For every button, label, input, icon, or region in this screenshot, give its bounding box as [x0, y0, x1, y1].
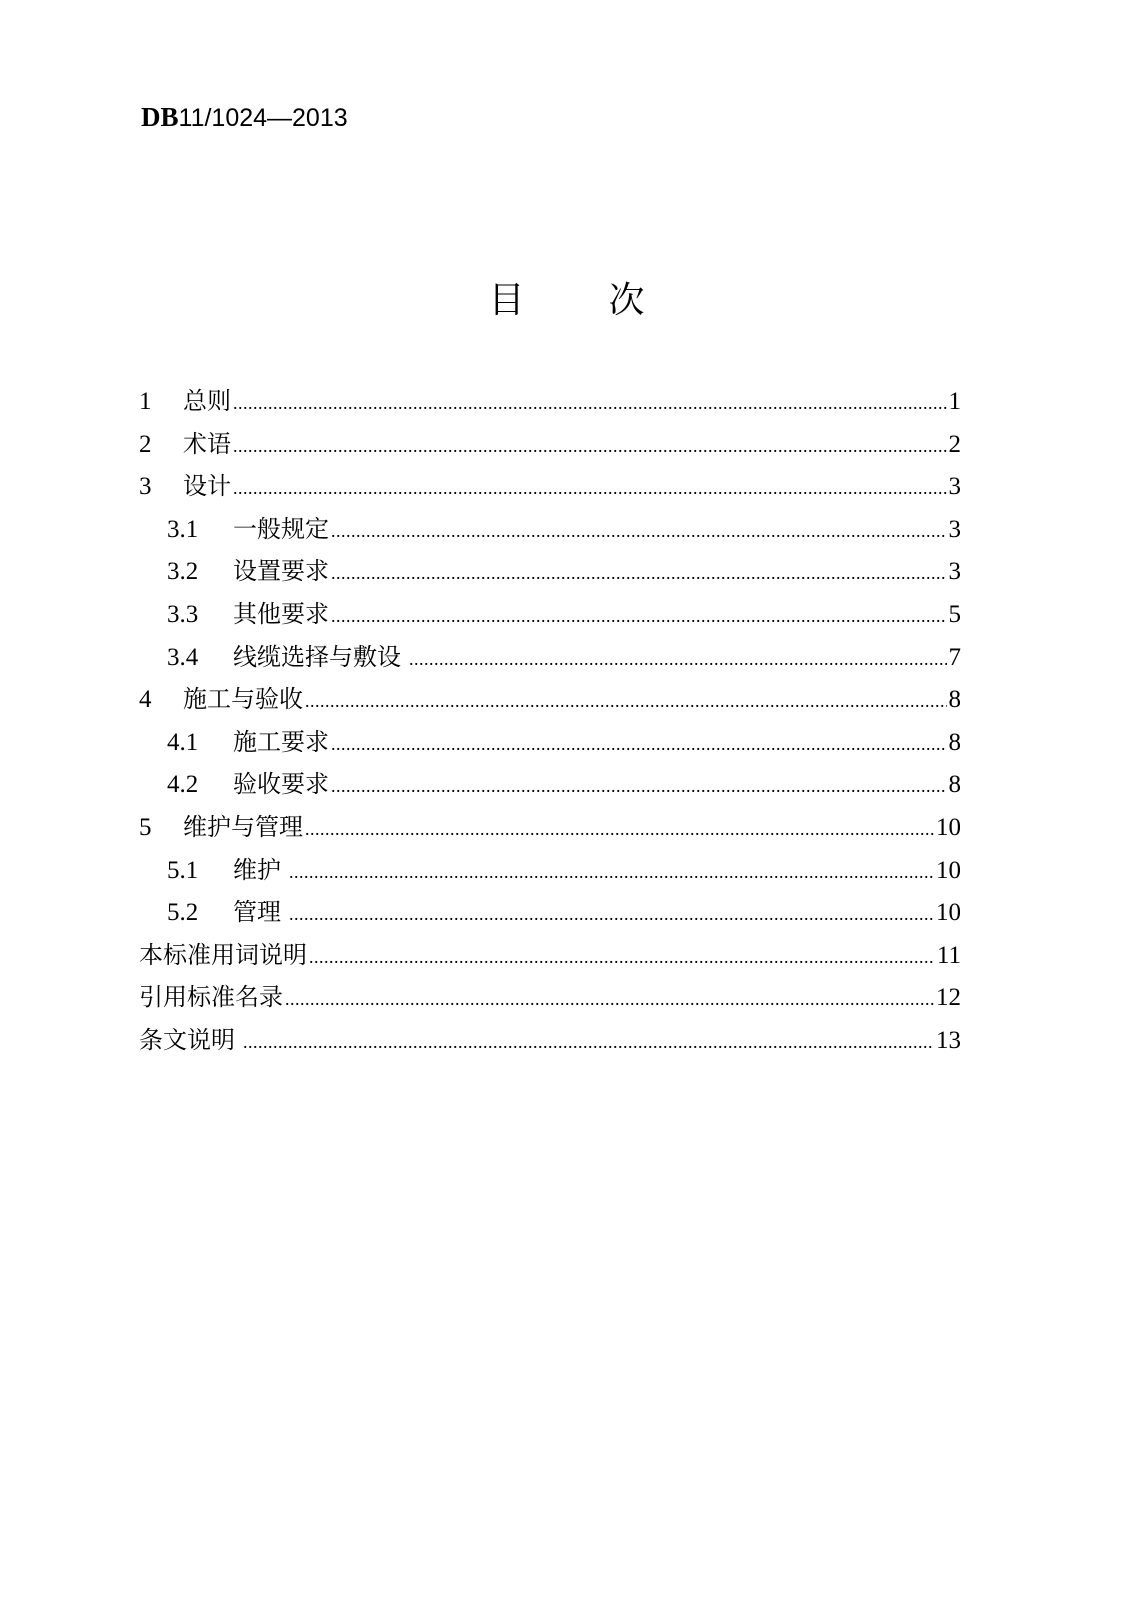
toc-leader-dots — [309, 936, 935, 979]
toc-entry-label: 引用标准名录 — [139, 983, 283, 1012]
toc-entry[interactable] — [139, 465, 961, 508]
toc-entry-page: 12 — [936, 984, 961, 1012]
toc-leader-dots — [233, 382, 947, 425]
toc-leader-dots — [305, 680, 947, 723]
toc-leader-dots — [331, 723, 947, 766]
toc-entry-label: 施工与验收 — [183, 685, 303, 714]
toc-leader-dots — [243, 1021, 934, 1064]
toc-entry-page: 13 — [936, 1026, 961, 1054]
toc-entry-number: 3.1 — [167, 515, 199, 543]
toc-entry-number: 5 — [139, 813, 152, 841]
toc-leader-dots — [409, 638, 947, 681]
toc-title-char-2: 次 — [608, 280, 645, 321]
toc-entry-label: 维护 — [233, 855, 281, 884]
toc-entry-page: 10 — [936, 813, 961, 841]
toc-entry-page: 10 — [936, 899, 961, 927]
toc-entry-number: 1 — [139, 388, 152, 415]
toc-entry-number: 2 — [139, 430, 152, 458]
toc-entry-label: 术语 — [183, 429, 231, 458]
toc-entry-page: 1 — [948, 388, 961, 415]
toc-subentry[interactable] — [139, 636, 961, 679]
toc-entry-label: 总则 — [183, 387, 231, 415]
toc-leader-dots — [331, 765, 947, 808]
toc-title-char-1: 目 — [488, 280, 525, 321]
toc-entry[interactable] — [139, 423, 961, 466]
toc-entry-number: 3 — [139, 473, 152, 501]
toc-entry-page: 8 — [948, 686, 961, 714]
toc-entry-number: 5.2 — [167, 899, 199, 927]
toc-entry-page: 11 — [936, 941, 961, 969]
document-code-number: 11/1024—2013 — [178, 104, 348, 132]
toc-entry-label: 施工要求 — [233, 727, 329, 756]
toc-entry-page: 3 — [948, 473, 961, 501]
toc-entry[interactable] — [139, 380, 961, 423]
document-code-prefix: DB — [141, 102, 179, 132]
toc-appendix-entry[interactable] — [139, 1019, 961, 1062]
toc-entry-label: 其他要求 — [233, 599, 329, 628]
toc-leader-dots — [285, 978, 934, 1021]
toc-entry-label: 条文说明 — [139, 1025, 235, 1054]
toc-entry-page: 8 — [948, 728, 961, 756]
toc-entry-number: 3.4 — [167, 643, 199, 671]
toc-entry-number: 3.2 — [167, 558, 199, 586]
toc-entry-number: 4 — [139, 686, 152, 714]
toc-entry-label: 维护与管理 — [183, 812, 303, 841]
toc-entry-number: 3.3 — [167, 600, 199, 628]
toc-entry-page: 7 — [948, 643, 961, 671]
toc-entry-page: 10 — [936, 856, 961, 884]
toc-leader-dots — [331, 510, 947, 553]
toc-entry-label: 线缆选择与敷设 — [233, 642, 401, 671]
toc-subentry[interactable] — [139, 721, 961, 764]
toc-entry-label: 本标准用词说明 — [139, 940, 307, 969]
toc-entry-page: 2 — [948, 430, 961, 458]
toc-title — [0, 272, 1133, 323]
toc-entry[interactable] — [139, 678, 961, 721]
toc-leader-dots — [233, 467, 947, 510]
toc-entry-number: 4.2 — [167, 771, 199, 799]
toc-entry-label: 验收要求 — [233, 770, 329, 799]
toc-subentry[interactable] — [139, 763, 961, 806]
toc-leader-dots — [233, 425, 947, 468]
toc-subentry[interactable] — [139, 593, 961, 636]
toc-entry-label: 设置要求 — [233, 557, 329, 586]
toc-entry[interactable] — [139, 806, 961, 849]
toc-entry-label: 设计 — [183, 472, 231, 501]
toc-subentry[interactable] — [139, 891, 961, 934]
toc-entry-number: 5.1 — [167, 856, 199, 884]
toc-leader-dots — [289, 851, 934, 894]
toc-entry-page: 8 — [948, 771, 961, 799]
toc-entry-label: 一般规定 — [233, 514, 329, 543]
toc-leader-dots — [305, 808, 934, 851]
toc-subentry[interactable] — [139, 508, 961, 551]
toc-entry-number: 4.1 — [167, 728, 199, 756]
toc-leader-dots — [331, 552, 947, 595]
toc-leader-dots — [289, 893, 934, 936]
toc-entry-page: 3 — [948, 558, 961, 586]
document-code — [141, 102, 348, 133]
table-of-contents — [139, 380, 961, 1062]
toc-entry-page: 3 — [948, 515, 961, 543]
toc-subentry[interactable] — [139, 849, 961, 892]
toc-appendix-entry[interactable] — [139, 976, 961, 1019]
toc-subentry[interactable] — [139, 550, 961, 593]
toc-entry-label: 管理 — [233, 898, 281, 927]
toc-leader-dots — [331, 595, 947, 638]
toc-appendix-entry[interactable] — [139, 934, 961, 977]
toc-entry-page: 5 — [948, 600, 961, 628]
